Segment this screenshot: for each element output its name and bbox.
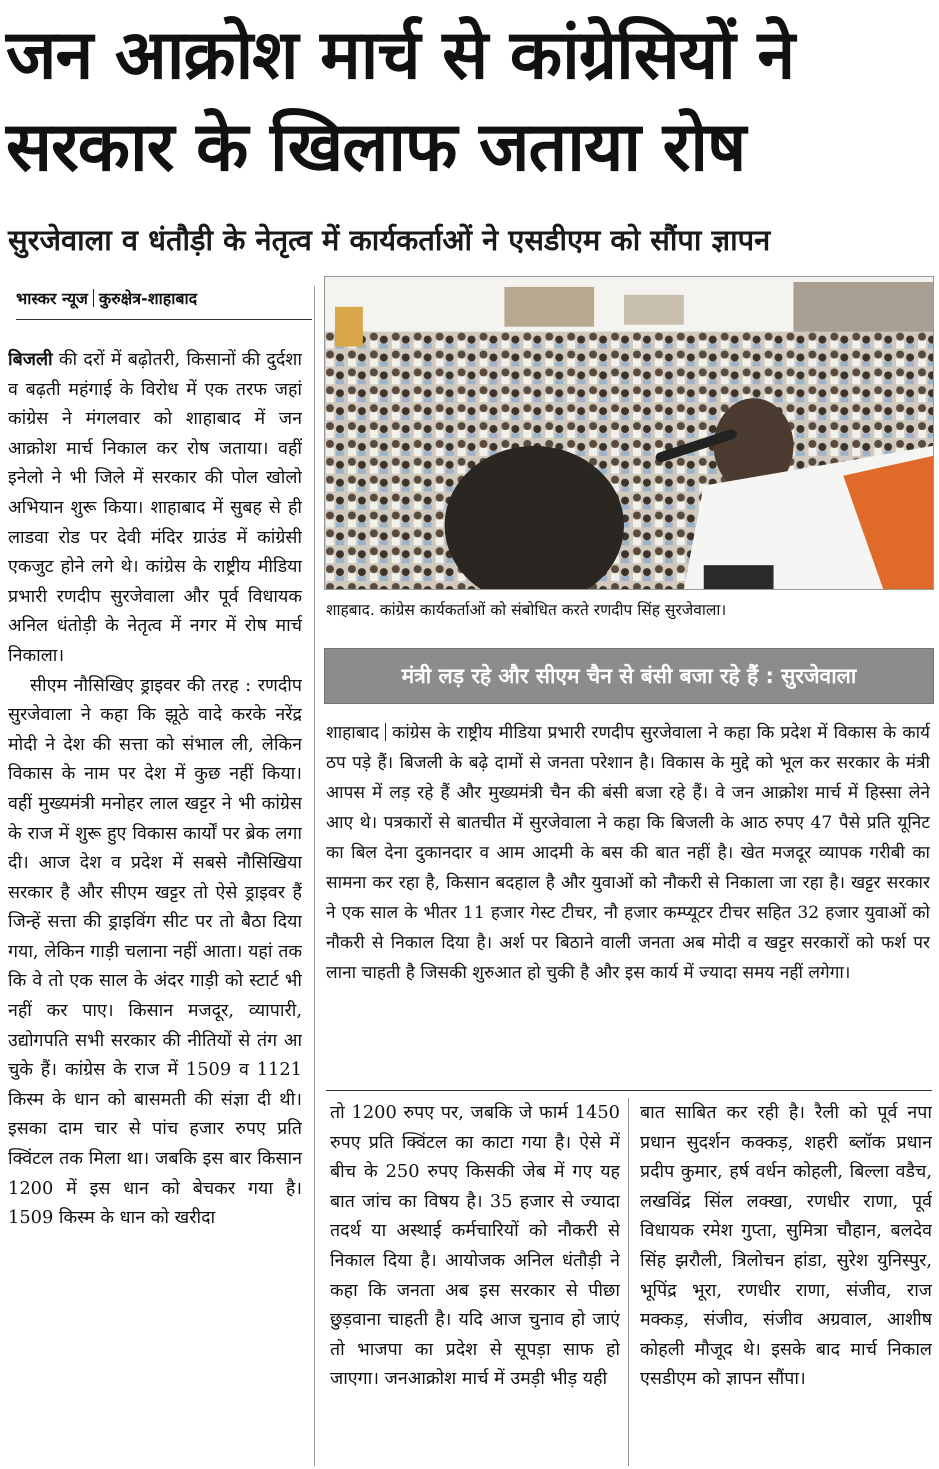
byline-source: भास्कर न्यूज xyxy=(16,289,88,308)
left-paragraph-1-text: की दरों में बढ़ोतरी, किसानों की दुर्दशा व बढ़ती महंगाई के विरोध में एक तरफ जहां कांग्रेस ने मंगलवार को शाहाबाद में जन आक्रोश मार्च निकाल कर रोष जताया। वहीं इनेलो ने भी जिले में सरकार की पोल खोलो अभियान शुरू किया। शाहाबाद में सुबह से ही लाडवा रोड पर देवी मंदिर ग्राउंड में कांग्रेसी एकजुट होने लगे थे। कांग्रेस के राष्ट्रीय मीडिया प्रभारी रणदीप सुरजेवाला और पूर्व विधायक अनिल धंतोड़ी के नेतृत्व में नगर में रोष मार्च निकाला। xyxy=(8,349,302,666)
sidebar-paragraph xyxy=(326,718,930,988)
rally-photo-illustration xyxy=(325,277,933,589)
middle-column xyxy=(330,1098,620,1468)
column-divider-right xyxy=(628,1098,629,1466)
byline xyxy=(16,285,312,320)
byline-separator xyxy=(93,289,94,307)
subheadline: सुरजेवाला व धंतौड़ी के नेतृत्व में कार्यकर्ताओं ने एसडीएम को सौंपा ज्ञापन xyxy=(8,223,771,257)
rally-photo xyxy=(324,276,934,590)
sidebar-banner: मंत्री लड़ रहे और सीएम चैन से बंसी बजा रहे हैं : सुरजेवाला xyxy=(324,648,934,704)
sidebar-text: कांग्रेस के राष्ट्रीय मीडिया प्रभारी रणदीप सुरजेवाला ने कहा कि प्रदेश में विकास के कार्य ठप पड़े हैं। बिजली के बढ़े दामों से जनता परेशान है। विकास के मुद्दे को भूल कर सरकार के मंत्री आपस में लड़ रहे हैं और मुख्यमंत्री चैन की बंसी बजा रहे हैं। वे जन आक्रोश मार्च में हिस्सा लेने आए थे। पत्रकारों से बातचीत में सुरजेवाला ने कहा कि बिजली के आठ रुपए 47 पैसे प्रति यूनिट का बिल देना दुकानदार व आम आदमी के बस की बात नहीं है। खेत मजदूर व्यापक गरीबी का सामना कर रहा है, किसान बदहाल है और युवाओं को नौकरी से निकाला जा रहा है। खट्टर सरकार ने एक साल के भीतर 11 हजार गेस्ट टीचर, नौ हजार कम्प्यूटर टीचर सहित 32 हजार युवाओं को नौकरी से निकाल दिया है। अर्श पर बिठाने वाली जनता अब मोदी व खट्टर सरकारों को फर्श पर लाना चाहती है जिसकी शुरुआत हो चुकी है और इस कार्य में ज्यादा समय नहीं लगेगा। xyxy=(326,723,930,983)
left-column xyxy=(8,345,302,1467)
sidebar-dateline: शाहाबाद xyxy=(326,723,380,743)
sidebar-story xyxy=(326,718,930,1080)
byline-place: कुरुक्षेत्र-शाहाबाद xyxy=(98,289,198,308)
right-paragraph: बात साबित कर रही है। रैली को पूर्व नपा प्रधान सुदर्शन कक्कड़, शहरी ब्लॉक प्रधान प्रदीप कुमार, हर्ष वर्धन कोहली, बिल्ला वडैच, लखविंद्र सिंल लक्खा, रणधीर राणा, पूर्व विधायक रमेश गुप्ता, सुमित्रा चौहान, बलदेव सिंह झरौली, त्रिलोचन हांडा, सुरेश युनिस्पुर, भूपिंद्र भूरा, रणधीर राणा, संजीव, राज मक्कड़, संजीव, संजीव अग्रवाल, आशीष कोहली मौजूद थे। इसके बाद मार्च निकाल एसडीएम को ज्ञापन सौंपा। xyxy=(640,1102,932,1390)
column-divider-left xyxy=(314,286,315,1466)
dateline-separator xyxy=(385,723,386,741)
middle-paragraph: तो 1200 रुपए पर, जबकि जे फार्म 1450 रुपए प्रति क्विंटल का काटा गया है। ऐसे में बीच के 250 रुपए किसकी जेब में गए यह बात जांच का विषय है। 35 हजार से ज्यादा तदर्थ या अस्थाई कर्मचारियों को नौकरी से निकाल दिया है। आयोजक अनिल धंतौड़ी ने कहा कि जनता अब इस सरकार से पीछा छुड़वाना चाहती है। यदि आज चुनाव हो जाएं तो भाजपा का प्रदेश से सूपड़ा साफ हो जाएगा। जनआक्रोश मार्च में उमड़ी भीड़ यही xyxy=(330,1102,620,1390)
photo-caption: शाहबाद. कांग्रेस कार्यकर्ताओं को संबोधित करते रणदीप सिंह सुरजेवाला। xyxy=(326,601,727,619)
headline-line-2: सरकार के खिलाफ जताया रोष xyxy=(6,108,746,187)
sidebar-bottom-rule xyxy=(326,1090,932,1091)
lead-word: बिजली xyxy=(8,349,53,370)
left-paragraph-1 xyxy=(8,345,302,671)
headline xyxy=(6,10,934,194)
left-paragraph-2: सीएम नौसिखिए ड्राइवर की तरह : रणदीप सुरजेवाला ने कहा कि झूठे वादे करके नरेंद्र मोदी ने देश की सत्ता को संभाल ली, लेकिन विकास के नाम पर देश में कुछ नहीं किया। वहीं मुख्यमंत्री मनोहर लाल खट्टर ने भी कांग्रेस के राज में शुरू हुए विकास कार्यों पर ब्रेक लगा दी। आज देश व प्रदेश में सबसे नौसिखिया सरकार है और सीएम खट्टर तो ऐसे ड्राइवर हैं जिन्हें सत्ता की ड्राइविंग सीट पर तो बैठा दिया गया, लेकिन गाड़ी चलाना नहीं आता। यहां तक कि वे तो एक साल के अंदर गाड़ी को स्टार्ट भी नहीं कर पाए। किसान मजदूर, व्यापारी, उद्योगपति सभी सरकार की नीतियों से तंग आ चुके हैं। कांग्रेस के राज में 1509 व 1121 किस्म के धान को बासमती की संज्ञा दी थी। इसका दाम चार से पांच हजार रुपए प्रति क्विंटल तक मिला था। जबकि इस बार किसान 1200 में इस धान को बेचकर गया है। 1509 किस्म के धान को खरीदा xyxy=(8,674,302,1229)
right-column xyxy=(640,1098,932,1468)
headline-line-1: जन आक्रोश मार्च से कांग्रेसियों ने xyxy=(6,16,795,95)
